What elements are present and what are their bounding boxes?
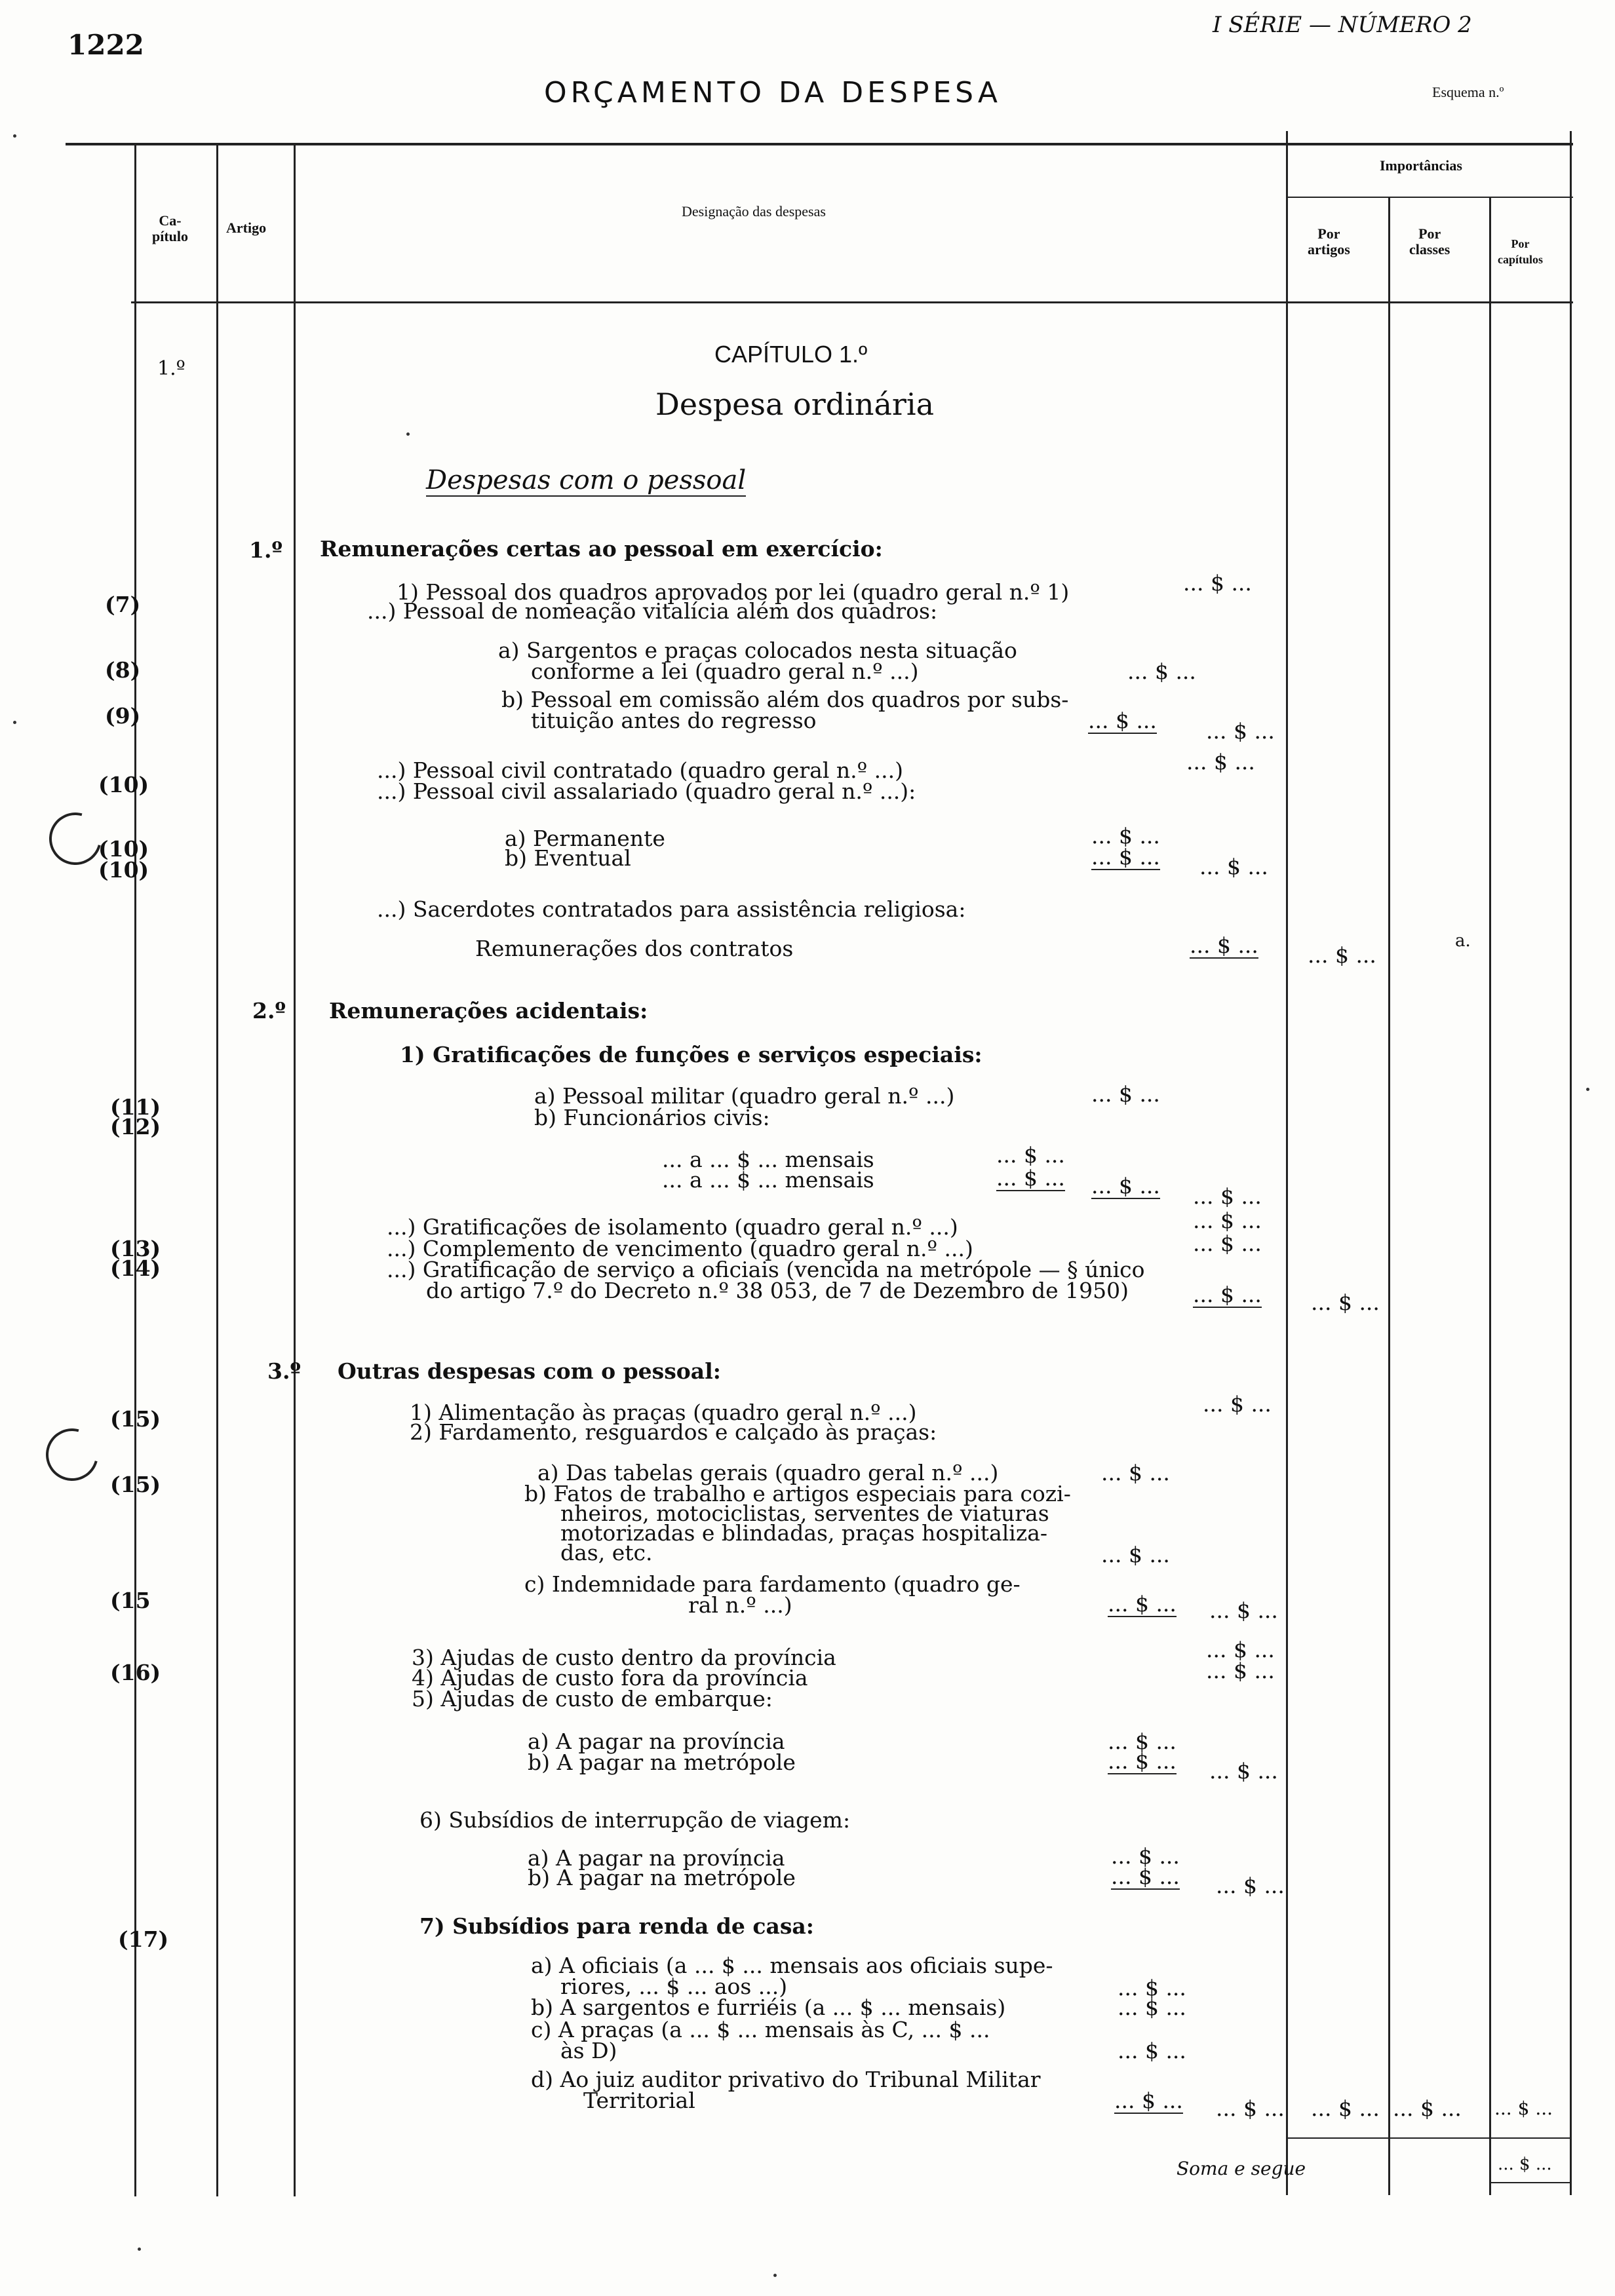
header-top-rule [66,143,1573,145]
carry-forward-label: Soma e segue [1177,2158,1306,2179]
margin-ref: (10) [98,836,149,862]
margin-ref: (16) [110,1660,161,1685]
value-sub: ... $ ... [1118,1975,1186,2000]
col-header-importancias: Importâncias [1380,157,1462,174]
col-divider-por-classes [1388,197,1390,2195]
line-text: d) Ao juiz auditor privativo do Tribunal Militar [531,2067,1041,2092]
page-number: 1222 [68,29,144,61]
line-text: ...) Pessoal de nomeação vitalícia além dos quadros: [367,598,938,624]
line-text: a) Pessoal militar (quadro geral n.º ...) [534,1083,955,1109]
value-sub: ... $ ... [1091,844,1160,870]
value-por-artigos: ... $ ... [1209,1598,1278,1623]
line-text: b) A pagar na metrópole [528,1865,796,1890]
value-por-artigos: ... $ ... [1209,1758,1278,1784]
line-text: b) Funcionários civis: [534,1105,770,1130]
value-sub: ... $ ... [1108,1729,1177,1754]
value-por-artigos: ... $ ... [1203,1391,1272,1417]
margin-ref: (8) [105,657,141,683]
line-text: nheiros, motociclistas, serventes de viaturas [560,1501,1049,1526]
value-sub: ... $ ... [1111,1864,1180,1889]
value-por-artigos: ... $ ... [1199,854,1268,879]
col-header-artigo: Artigo [226,220,267,236]
totals-rule [1286,2137,1572,2139]
article-number-1: 1.º [249,537,282,563]
value-por-artigos: ... $ ... [1206,1658,1275,1683]
margin-ref: (11) [110,1094,161,1120]
line-text: ...) Pessoal civil contratado (quadro geral n.º ...) [377,757,903,783]
value-por-artigos: ... $ ... [1193,1208,1262,1233]
line-text: riores, ... $ ... aos ...) [560,1974,788,1999]
header-bottom-rule [131,301,1573,303]
col-divider-artigo [216,145,218,2196]
value-sub: ... $ ... [1114,2088,1183,2113]
value-sub: ... $ ... [1101,1542,1170,1567]
value-total-artigo: ... $ ... [1311,2095,1380,2121]
margin-ref: (13) [110,1236,161,1261]
line-text: ...) Sacerdotes contratados para assistência religiosa: [377,896,966,922]
value-sub: ... $ ... [1118,2038,1186,2063]
col-divider-capitulo [134,145,136,2196]
line-text: a) Das tabelas gerais (quadro geral n.º ...) [537,1460,999,1485]
value-sub: ... $ ... [1118,1995,1186,2020]
line-text: ...) Gratificação de serviço a oficiais (vencida na metrópole — § único [387,1257,1145,1282]
value-sub: ... $ ... [1088,708,1157,733]
line-text: Remunerações dos contratos [475,936,794,961]
carry-forward-value: ... $ ... [1498,2154,1552,2174]
value-por-artigos: ... $ ... [1206,1637,1275,1662]
margin-ref: (12) [110,1114,161,1139]
line-text: a) A pagar na província [528,1729,785,1754]
article2-title: Remunerações acidentais: [329,998,648,1024]
chapter-subtitle: Despesas com o pessoal [426,465,747,495]
value-total-classe: ... $ ... [1393,2095,1462,2121]
margin-ref: (7) [105,592,141,617]
line-text: motorizadas e blindadas, praças hospitaliza- [560,1520,1048,1546]
margin-ref: (15) [110,1406,161,1432]
line-text: c) Indemnidade para fardamento (quadro ge- [524,1571,1021,1597]
value-total-artigo: ... $ ... [1311,1290,1380,1315]
line-text: Territorial [583,2088,695,2113]
importancias-rule [1288,197,1573,198]
value-por-artigos: ... $ ... [1183,570,1252,596]
margin-ref: (15) [110,1472,161,1497]
line-text: 5) Ajudas de custo de embarque: [412,1686,773,1712]
col-divider-por-capitulos [1489,197,1491,2195]
line-text: 4) Ajudas de custo fora da província [412,1665,808,1691]
line-text: 6) Subsídios de interrupção de viagem: [419,1807,851,1833]
article1-title: Remunerações certas ao pessoal em exercício: [320,536,883,562]
value-sub: ... $ ... [996,1165,1065,1191]
value-por-artigos: ... $ ... [1216,2095,1285,2121]
margin-ref: (10) [98,772,149,797]
value-total-artigo: ... $ ... [1308,942,1376,968]
series-label: I SÉRIE — NÚMERO 2 [1213,12,1472,38]
value-total-capitulo: ... $ ... [1494,2097,1553,2119]
value-sub: ... $ ... [1127,659,1196,684]
chapter-number: 1.º [157,357,185,380]
col-header-capitulo: Ca- pítulo [152,212,189,244]
article-number-2: 2.º [252,998,286,1024]
value-por-artigos: ... $ ... [1216,1873,1285,1898]
line-text: 1) Pessoal dos quadros aprovados por lei (quadro geral n.º 1) [397,579,1070,605]
chapter-title: Despesa ordinária [655,387,935,422]
margin-ref: (17) [118,1926,169,1952]
document-title: ORÇAMENTO DA DESPESA [544,76,1002,109]
col-divider-por-artigos [1286,131,1288,2195]
line-text: a) Permanente [505,826,665,851]
line-text: do artigo 7.º do Decreto n.º 38 053, de 7 de Dezembro de 1950) [426,1278,1129,1303]
line-text: ... a ... $ ... mensais [662,1147,874,1172]
value-sub: ... $ ... [1091,1081,1160,1107]
line-text: das, etc. [560,1540,653,1565]
line-text: a) A pagar na província [528,1845,785,1871]
annotation-mark: a. [1455,931,1471,951]
col-header-designacao: Designação das despesas [682,203,826,220]
line-text: às D) [560,2038,617,2063]
col-divider-designacao [294,145,296,2196]
line-text: ... a ... $ ... mensais [662,1167,874,1193]
line-text: 1) Gratificações de funções e serviços especiais: [400,1042,983,1067]
line-text: 1) Alimentação às praças (quadro geral n.º ...) [410,1400,917,1425]
value-por-artigos: ... $ ... [1206,718,1275,744]
value-sub: ... $ ... [1108,1748,1177,1774]
value-por-artigos: ... $ ... [1193,1183,1262,1209]
line-text: b) Pessoal em comissão além dos quadros por subs- [501,687,1069,712]
col-header-por-classes: Por classes [1409,225,1450,258]
value-sub: ... $ ... [996,1142,1065,1168]
value-sub: ... $ ... [1091,1173,1160,1198]
line-text: a) A oficiais (a ... $ ... mensais aos oficiais supe- [531,1953,1053,1978]
line-text: b) A sargentos e furriéis (a ... $ ... mensais) [531,1995,1006,2020]
value-sub: ... $ ... [1101,1460,1170,1485]
article-number-3: 3.º [267,1358,301,1384]
value-sub: ... $ ... [1091,823,1160,849]
value-por-artigos: ... $ ... [1190,932,1258,958]
value-sub: ... $ ... [1111,1843,1180,1869]
line-text: a) Sargentos e praças colocados nesta situação [498,638,1017,663]
margin-ref: (14) [110,1255,161,1281]
col-divider-right [1570,131,1572,2195]
col-header-por-capitulos: Por capítulos [1498,237,1544,266]
article3-title: Outras despesas com o pessoal: [338,1358,721,1384]
line-text: ...) Gratificações de isolamento (quadro geral n.º ...) [387,1214,958,1240]
line-text: tituição antes do regresso [531,708,817,733]
carry-forward-rule [1489,2182,1572,2183]
line-text: b) Fatos de trabalho e artigos especiais para cozi- [524,1481,1071,1506]
col-header-por-artigos: Por artigos [1308,225,1350,258]
punch-hole [36,1419,107,1490]
chapter-heading: CAPÍTULO 1.º [714,341,868,368]
line-text: ...) Complemento de vencimento (quadro geral n.º ...) [387,1236,973,1261]
margin-ref: (9) [105,703,141,729]
line-text: 3) Ajudas de custo dentro da província [412,1645,836,1670]
line-text: ...) Pessoal civil assalariado (quadro geral n.º ...): [377,778,916,804]
line-text: conforme a lei (quadro geral n.º ...) [531,659,919,684]
value-por-artigos: ... $ ... [1193,1231,1262,1256]
line-text: ral n.º ...) [688,1592,792,1618]
margin-ref: (15 [110,1588,151,1613]
line-text: 2) Fardamento, resguardos e calçado às praças: [410,1419,937,1445]
line-text: 7) Subsídios para renda de casa: [419,1913,814,1939]
line-text: b) A pagar na metrópole [528,1750,796,1775]
value-sub: ... $ ... [1108,1591,1177,1617]
value-por-artigos: ... $ ... [1186,749,1255,775]
margin-ref: (10) [98,857,149,883]
model-label: Esquema n.º [1432,84,1504,100]
line-text: c) A praças (a ... $ ... mensais às C, ... $ ... [531,2017,990,2042]
value-por-artigos: ... $ ... [1193,1282,1262,1307]
line-text: b) Eventual [505,845,631,871]
